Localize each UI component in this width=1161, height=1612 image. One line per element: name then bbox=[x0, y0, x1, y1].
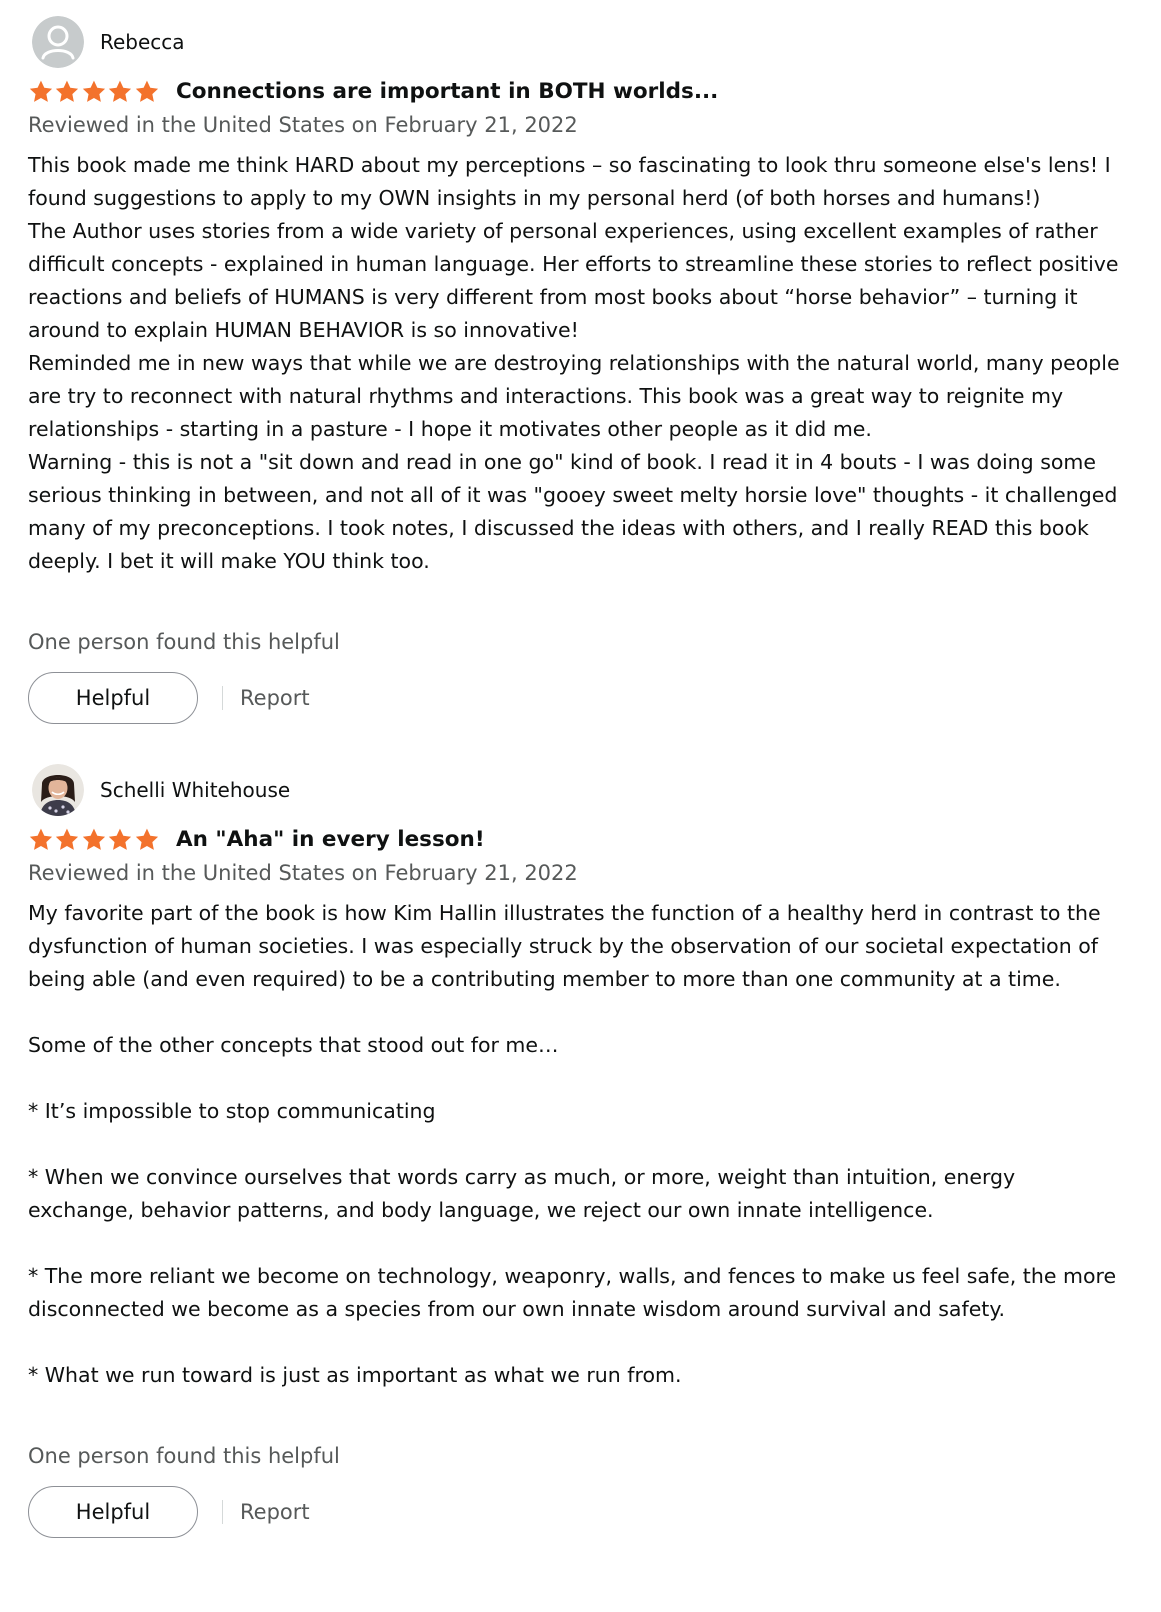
review-paragraph: * When we convince ourselves that words carry as much, or more, weight than intuition, energy exchange, behavior patterns, and body language, we reject our own innate intelligence. bbox=[28, 1165, 1016, 1222]
review-body bbox=[28, 149, 1126, 578]
review-paragraph: * The more reliant we become on technology, weaponry, walls, and fences to make us feel safe, the more disconnected we become as a species from our own innate wisdom around survival and safety. bbox=[28, 1264, 1117, 1321]
star-icon bbox=[81, 827, 107, 853]
star-icon bbox=[134, 79, 160, 105]
review-title-row bbox=[28, 822, 485, 858]
paragraph-spacer bbox=[28, 1326, 1126, 1359]
star-icon bbox=[134, 827, 160, 853]
helpful-button[interactable]: Helpful bbox=[28, 672, 198, 724]
star-rating[interactable] bbox=[28, 79, 160, 105]
paragraph-spacer bbox=[28, 996, 1126, 1029]
helpful-button[interactable]: Helpful bbox=[28, 1486, 198, 1538]
paragraph-spacer bbox=[28, 1128, 1126, 1161]
star-icon bbox=[54, 827, 80, 853]
report-link[interactable]: Report bbox=[240, 1500, 310, 1524]
review-actions bbox=[28, 671, 310, 725]
review-title-row bbox=[28, 74, 718, 110]
review-title[interactable]: An "Aha" in every lesson! bbox=[176, 827, 485, 852]
review-date: Reviewed in the United States on February 21, 2022 bbox=[28, 861, 578, 885]
divider bbox=[222, 1500, 223, 1524]
paragraph-spacer bbox=[28, 1227, 1126, 1260]
review-paragraph: Reminded me in new ways that while we are destroying relationships with the natural world, many people are try to reconnect with natural rhythms and interactions. This book was a great way to reignite my relationships - starting in a pasture - I hope it motivates other people as it did me. bbox=[28, 351, 1120, 441]
report-link[interactable]: Report bbox=[240, 686, 310, 710]
star-icon bbox=[54, 79, 80, 105]
review-paragraph: My favorite part of the book is how Kim Hallin illustrates the function of a healthy herd in contrast to the dysfunction of human societies. I was especially struck by the observation of our societal expectation of being able (and even required) to be a contributing member to more than one community at a time. bbox=[28, 901, 1101, 991]
review-actions bbox=[28, 1485, 310, 1539]
reviewer-profile[interactable] bbox=[32, 16, 185, 68]
reviewer-profile[interactable] bbox=[32, 764, 290, 816]
default-avatar-icon bbox=[32, 16, 84, 68]
review-body bbox=[28, 897, 1126, 1392]
star-icon bbox=[28, 79, 54, 105]
review-paragraph: * It’s impossible to stop communicating bbox=[28, 1099, 436, 1123]
helpful-count: One person found this helpful bbox=[28, 630, 340, 654]
review-paragraph: Some of the other concepts that stood out for me… bbox=[28, 1033, 559, 1057]
star-icon bbox=[107, 827, 133, 853]
helpful-count: One person found this helpful bbox=[28, 1444, 340, 1468]
reviewer-name[interactable]: Schelli Whitehouse bbox=[100, 778, 291, 802]
divider bbox=[222, 686, 223, 710]
review-paragraph: The Author uses stories from a wide variety of personal experiences, using excellent examples of rather difficult concepts - explained in human language. Her efforts to streamline these stories to reflect positive reactions and beliefs of HUMANS is very different from most books about “horse behavior” – turning it around to explain HUMAN BEHAVIOR is so innovative! bbox=[28, 219, 1119, 342]
star-rating[interactable] bbox=[28, 827, 160, 853]
review-date: Reviewed in the United States on February 21, 2022 bbox=[28, 113, 578, 137]
review-paragraph: * What we run toward is just as important as what we run from. bbox=[28, 1363, 682, 1387]
star-icon bbox=[107, 79, 133, 105]
review-title[interactable]: Connections are important in BOTH worlds... bbox=[176, 79, 719, 104]
review-paragraph: This book made me think HARD about my perceptions – so fascinating to look thru someone else's lens! I found suggestions to apply to my OWN insights in my personal herd (of both horses and humans!) bbox=[28, 153, 1111, 210]
profile-photo-avatar bbox=[32, 764, 84, 816]
review-paragraph: Warning - this is not a "sit down and read in one go" kind of book. I read it in 4 bouts - I was doing some serious thinking in between, and not all of it was "gooey sweet melty horsie love" thoughts - it challenged many of my preconceptions. I took notes, I discussed the ideas with others, and I really READ this book deeply. I bet it will make YOU think too. bbox=[28, 450, 1118, 573]
paragraph-spacer bbox=[28, 1062, 1126, 1095]
star-icon bbox=[28, 827, 54, 853]
star-icon bbox=[81, 79, 107, 105]
reviewer-name[interactable]: Rebecca bbox=[100, 30, 185, 54]
